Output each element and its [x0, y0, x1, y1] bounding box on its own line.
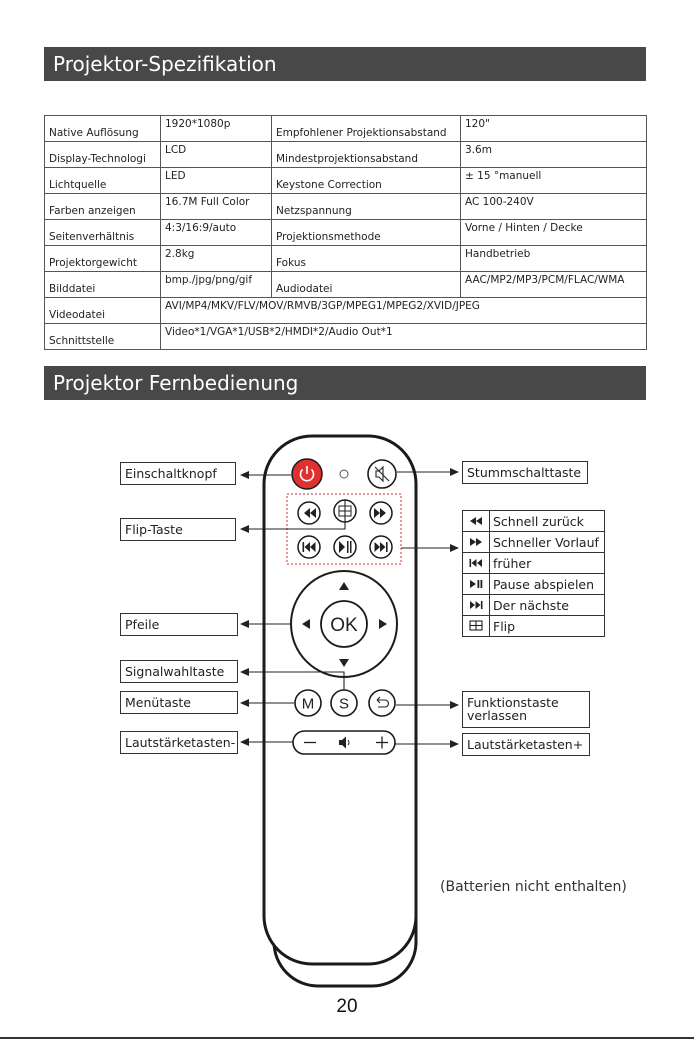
spec-label: Projektionsmethode — [272, 220, 461, 246]
legend-label: Der nächste — [490, 595, 605, 616]
spec-label: Lichtquelle — [45, 168, 161, 194]
rewind-icon — [469, 516, 483, 526]
previous-button[interactable] — [298, 536, 320, 558]
play-pause-icon — [469, 579, 483, 589]
spec-label: Videodatei — [45, 298, 161, 324]
spec-value: ± 15 °manuell — [461, 168, 647, 194]
direction-pad — [291, 571, 397, 677]
legend-label: Schnell zurück — [490, 511, 605, 532]
legend-label: früher — [490, 553, 605, 574]
spec-label: Seitenverhältnis — [45, 220, 161, 246]
spec-value: AVI/MP4/MKV/FLV/MOV/RMVB/3GP/MPEG1/MPEG2/XVID/JPEG — [161, 298, 647, 324]
page-number: 20 — [336, 996, 358, 1017]
spec-value: LED — [161, 168, 272, 194]
legend-row — [463, 553, 605, 574]
volume-bar — [293, 731, 395, 754]
spec-value: 1920*1080p — [161, 116, 272, 142]
remote-section-title: Projektor Fernbedienung — [44, 366, 646, 400]
previous-icon — [469, 558, 483, 568]
spec-value: Video*1/VGA*1/USB*2/HMDI*2/Audio Out*1 — [161, 324, 647, 350]
spec-value: AAC/MP2/MP3/PCM/FLAC/WMA — [461, 272, 647, 298]
back-button[interactable] — [369, 690, 395, 716]
source-button[interactable] — [331, 690, 357, 716]
spec-label: Native Auflösung — [45, 116, 161, 142]
spec-value: 3.6m — [461, 142, 647, 168]
spec-section-title: Projektor-Spezifikation — [44, 47, 646, 81]
flip-icon — [469, 620, 483, 631]
rewind-button[interactable] — [298, 502, 320, 524]
spec-value: Vorne / Hinten / Decke — [461, 220, 647, 246]
mute-button[interactable] — [368, 460, 396, 488]
spec-label: Fokus — [272, 246, 461, 272]
spec-label: Projektorgewicht — [45, 246, 161, 272]
legend-label: Flip — [490, 616, 605, 637]
spec-value: AC 100-240V — [461, 194, 647, 220]
menu-button[interactable] — [295, 690, 321, 716]
fast-forward-button[interactable] — [370, 502, 392, 524]
label-source: Signalwahltaste — [120, 660, 238, 683]
next-icon — [469, 600, 483, 610]
spec-label: Audiodatei — [272, 272, 461, 298]
fast-forward-icon — [469, 537, 483, 547]
spec-value: LCD — [161, 142, 272, 168]
spec-label: Keystone Correction — [272, 168, 461, 194]
spec-label: Schnittstelle — [45, 324, 161, 350]
spec-value: 120" — [461, 116, 647, 142]
label-menu: Menütaste — [120, 691, 238, 714]
legend-row — [463, 574, 605, 595]
spec-value: bmp./jpg/png/gif — [161, 272, 272, 298]
footer-divider — [0, 1037, 694, 1039]
spec-label: Empfohlener Projektionsabstand — [272, 116, 461, 142]
spec-value: 4:3/16:9/auto — [161, 220, 272, 246]
spec-label: Bilddatei — [45, 272, 161, 298]
spec-value: 16.7M Full Color — [161, 194, 272, 220]
label-power: Einschaltknopf — [120, 462, 236, 485]
power-button[interactable] — [292, 459, 322, 489]
legend-row — [463, 595, 605, 616]
spec-value: 2.8kg — [161, 246, 272, 272]
battery-note: (Batterien nicht enthalten) — [440, 879, 627, 895]
next-button[interactable] — [370, 536, 392, 558]
label-mute: Stummschalttaste — [462, 461, 588, 484]
legend-row — [463, 616, 605, 637]
spec-label: Display-Technologi — [45, 142, 161, 168]
media-legend — [462, 510, 605, 637]
spec-label: Farben anzeigen — [45, 194, 161, 220]
label-volume-up: Lautstärketasten+ — [462, 733, 590, 756]
source-button-label: S — [338, 695, 350, 713]
spec-label: Mindestprojektionsabstand — [272, 142, 461, 168]
ok-button[interactable] — [321, 601, 367, 647]
label-volume-down: Lautstärketasten- — [120, 731, 238, 754]
spec-value: Handbetrieb — [461, 246, 647, 272]
legend-label: Schneller Vorlauf — [490, 532, 605, 553]
ok-button-label: OK — [330, 615, 358, 636]
menu-button-label: M — [301, 695, 315, 713]
label-flip: Flip-Taste — [120, 518, 236, 541]
legend-row — [463, 511, 605, 532]
legend-label: Pause abspielen — [490, 574, 605, 595]
play-pause-button[interactable] — [334, 536, 356, 558]
label-arrows: Pfeile — [120, 613, 238, 636]
label-exit: Funktionstaste verlassen — [462, 691, 590, 728]
spec-label: Netzspannung — [272, 194, 461, 220]
legend-row — [463, 532, 605, 553]
